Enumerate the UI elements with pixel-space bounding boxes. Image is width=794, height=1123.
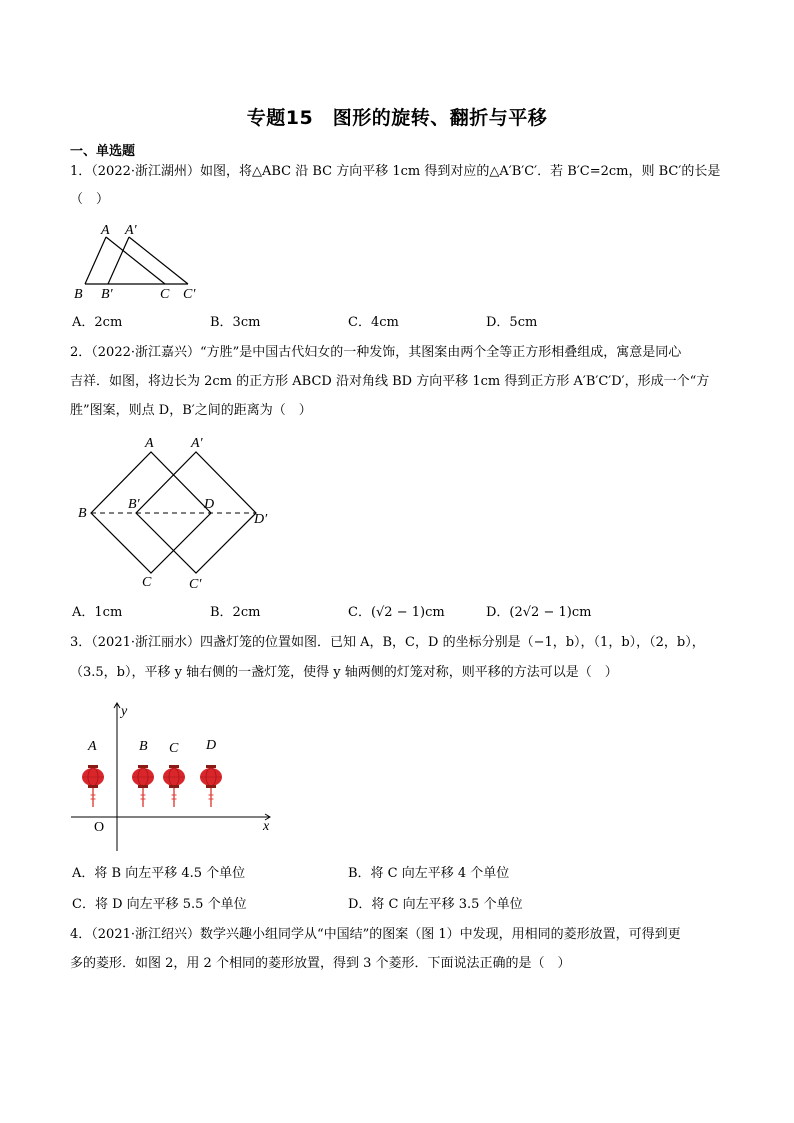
q1-option-c: C．4cm	[348, 315, 399, 330]
q2-option-d: D．(2√2 − 1)cm	[486, 605, 592, 620]
q1-triangle-figure	[65, 215, 215, 305]
q3-text-line2: （3.5，b），平移 y 轴右侧的一盏灯笼，使得 y 轴两侧的灯笼对称，则平移的方法可以是（ ）	[70, 665, 618, 680]
q1-text-line2: （ ）	[70, 192, 110, 207]
q2-label-d-prime: D′	[254, 512, 268, 527]
q1-label-b-prime: B′	[101, 287, 113, 302]
q3-axis-y-label: y	[121, 704, 128, 719]
q3-option-b: B．将 C 向左平移 4 个单位	[348, 866, 510, 881]
q4-text-line2: 多的菱形．如图 2，用 2 个相同的菱形放置，得到 3 个菱形．下面说法正确的是（ ）	[70, 956, 571, 971]
q2-text-line1: 2．（2022·浙江嘉兴）“方胜”是中国古代妇女的一种发饰，其图案由两个全等正方形相叠组成，寓意是同心	[70, 345, 682, 360]
q3-lantern-figure	[65, 695, 285, 855]
q3-lantern-c	[163, 765, 185, 807]
q2-squares-figure	[70, 425, 290, 595]
q2-label-c-prime: C′	[189, 577, 202, 592]
q2-label-a-prime: A′	[191, 436, 203, 451]
q2-label-c: C	[142, 575, 152, 590]
q1-label-a: A	[101, 223, 110, 238]
q1-label-a-prime: A′	[125, 223, 137, 238]
q3-option-d: D．将 C 向左平移 3.5 个单位	[348, 897, 523, 912]
q2-option-c: C．(√2 − 1)cm	[348, 605, 445, 620]
q2-text-line2: 吉祥．如图，将边长为 2cm 的正方形 ABCD 沿对角线 BD 方向平移 1cm 得到正方形 A′B′C′D′，形成一个“方	[70, 374, 710, 389]
q2-text-line3: 胜”图案，则点 D，B′之间的距离为（ ）	[70, 403, 312, 418]
q2-label-a: A	[145, 436, 154, 451]
q3-label-c: C	[169, 741, 179, 756]
q1-label-c: C	[160, 287, 170, 302]
q3-label-a: A	[88, 739, 97, 754]
q3-label-b: B	[139, 739, 148, 754]
q1-option-a: A．2cm	[72, 315, 123, 330]
q1-label-c-prime: C′	[183, 287, 196, 302]
q1-text-line1: 1．（2022·浙江湖州）如图，将△ABC 沿 BC 方向平移 1cm 得到对应的△A′B′C′．若 B′C=2cm，则 BC′的长是	[70, 164, 721, 179]
q3-lantern-a	[82, 765, 104, 807]
page-title: 专题15 图形的旋转、翻折与平移	[246, 107, 548, 129]
q3-option-a: A．将 B 向左平移 4.5 个单位	[72, 866, 246, 881]
q3-lantern-d	[200, 765, 222, 807]
q2-option-a: A．1cm	[72, 605, 123, 620]
q2-label-b-prime: B′	[128, 497, 140, 512]
q3-axis-x-label: x	[263, 819, 270, 834]
q2-option-b: B．2cm	[210, 605, 261, 620]
q3-origin-label: O	[94, 820, 105, 835]
q3-text-line1: 3．（2021·浙江丽水）四盏灯笼的位置如图．已知 A，B，C，D 的坐标分别是（−1，b），（1，b），（2，b），	[70, 635, 705, 650]
q1-label-b: B	[74, 287, 83, 302]
q3-label-d: D	[206, 738, 217, 753]
q2-label-b: B	[78, 506, 87, 521]
q1-option-d: D．5cm	[486, 315, 538, 330]
q4-text-line1: 4．（2021·浙江绍兴）数学兴趣小组同学从“中国结”的图案（图 1）中发现，用相同的菱形放置，可得到更	[70, 927, 681, 942]
q1-option-b: B．3cm	[210, 315, 261, 330]
q2-label-d: D	[204, 497, 215, 512]
q3-option-c: C．将 D 向左平移 5.5 个单位	[72, 897, 247, 912]
section-heading: 一、单选题	[70, 144, 136, 159]
q3-lantern-b	[132, 765, 154, 807]
